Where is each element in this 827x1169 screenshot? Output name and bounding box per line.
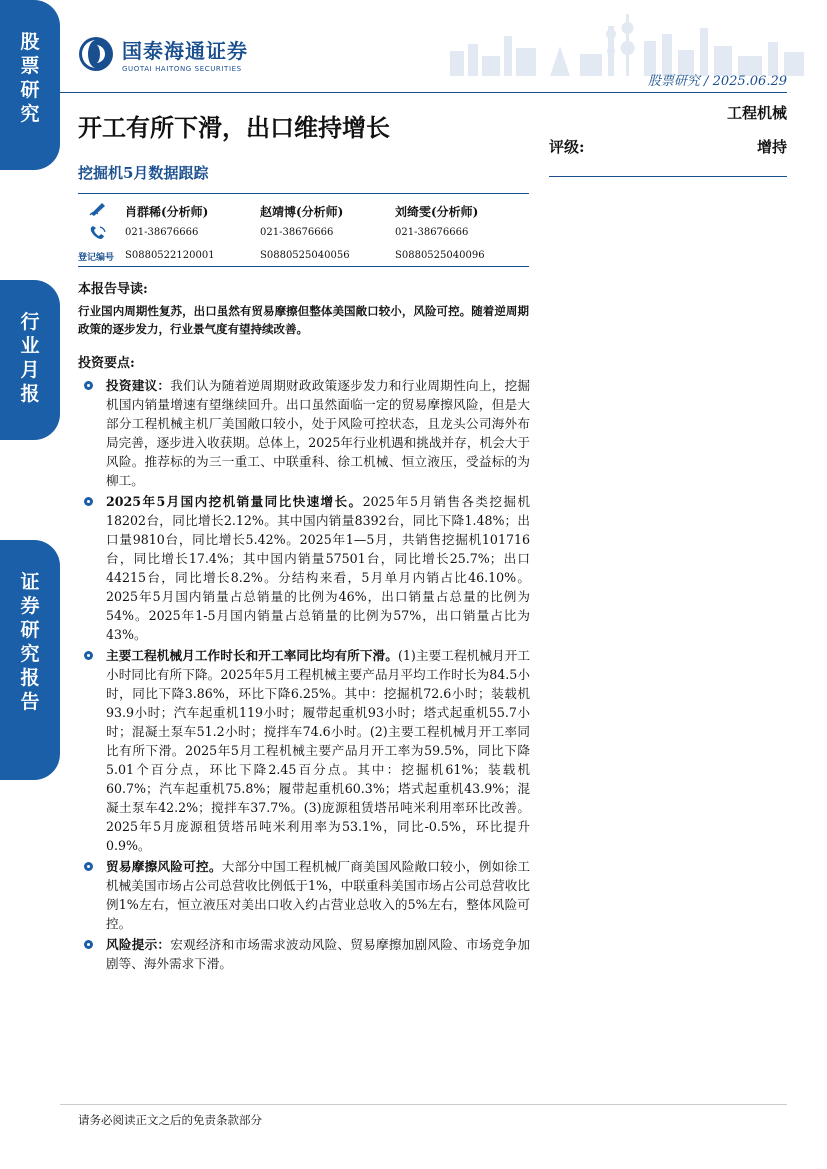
rating-value: 增持 <box>756 138 787 156</box>
investment-points <box>78 376 530 973</box>
analyst-name: 赵靖博(分析师) <box>260 205 344 219</box>
sidebar-block-securities-report <box>0 540 60 780</box>
sidebar-block-stock-research <box>0 0 60 170</box>
footer-divider <box>60 1104 787 1105</box>
report-title: 开工有所下滑，出口维持增长 <box>78 113 390 142</box>
analyst-name: 肖群稀(分析师) <box>125 205 209 219</box>
company-logo <box>78 35 248 73</box>
point-body: 我们认为随着逆周期财政政策逐步发力和行业周期性向上，挖掘机国内销量增速有望继续回升。出口虽然面临一定的贸易摩擦风险，但是大部分工程机械主机厂美国敞口较小，处于风险可控状态，且龙头公司海外布局完善，逐步进入收获期。总体上，2025年行业机遇和挑战并存，机会大于风险。推荐标的为三一重工、中联重科、徐工机械、恒立液压，受益标的为柳工。 <box>106 378 531 488</box>
report-date: 股票研究 / 2025.06.29 <box>647 74 787 89</box>
point-lead: 投资建议： <box>106 378 171 393</box>
list-item <box>78 492 530 644</box>
point-body: 2025年5月销售各类挖掘机18202台，同比增长2.12%。其中国内销量8392台，同比下降1.48%；出口量9810台，同比增长5.42%。2025年1—5月，共销售挖掘机101716台，同比增长17.4%；其中国内销量57501台，同比增长25.7%；出口44215台，同比增长8.2%。分结构来看，5月单月内销占比46.10%。2025年5月国内销量占总销量的比例为46%，出口销量占总量的比例为54%。2025年1-5月国内销量占总销量的比例为57%，出口销量占比为43%。 <box>106 494 530 642</box>
report-subtitle: 挖掘机5月数据跟踪 <box>78 164 209 182</box>
list-item <box>78 857 530 933</box>
logo-mark-icon <box>78 36 114 72</box>
point-body: 宏观经济和市场需求波动风险、贸易摩擦加剧风险、市场竞争加剧等、海外需求下滑。 <box>106 937 531 971</box>
analyst-reg: S0880525040056 <box>260 250 350 261</box>
list-item <box>78 376 530 490</box>
bullet-icon <box>84 497 93 506</box>
bullet-icon <box>84 381 93 390</box>
sidebar <box>0 0 60 1169</box>
analyst-divider-top <box>78 193 529 194</box>
logo-text-cn: 国泰海通证券 <box>122 39 248 63</box>
header-divider <box>60 92 787 93</box>
bullet-icon <box>84 862 93 871</box>
bullet-icon <box>84 651 93 660</box>
analyst-reg: S0880522120001 <box>125 250 215 261</box>
rating-label: 评级: <box>549 138 585 156</box>
city-skyline-icon <box>440 6 820 76</box>
point-lead: 贸易摩擦风险可控。 <box>106 859 222 874</box>
point-body: (1)主要工程机械月开工小时同比有所下降。2025年5月工程机械主要产品月平均工作时长为84.5小时，同比下降3.86%，环比下降6.25%。其中：挖掘机72.6小时；装载机93.9小时；汽车起重机119小时；履带起重机93小时；塔式起重机55.7小时；混凝土泵车51.2小时；搅拌车74.6小时。(2)主要工程机械月开工率同比有所下滑。2025年5月工程机械主要产品月开工率为59.5%，同比下降5.01个百分点，环比下降2.45百分点。其中：挖掘机61%；装载机60.7%；汽车起重机75.8%；履带起重机60.3%；塔式起重机43.9%；混凝土泵车42.2%；搅拌车37.7%。(3)庞源租赁塔吊吨米利用率环比改善。2025年5月庞源租赁塔吊吨米利用率为53.1%，同比-0.5%，环比提升0.9%。 <box>106 648 531 853</box>
bullet-icon <box>84 940 93 949</box>
analyst-divider-bottom <box>78 266 529 267</box>
list-item <box>78 646 530 855</box>
sidebar-label: 行业月报 <box>20 311 40 405</box>
analyst-name: 刘绮雯(分析师) <box>395 205 479 219</box>
pen-icon <box>88 200 108 216</box>
sidebar-block-industry-monthly <box>0 280 60 440</box>
analyst-phone: 021-38676666 <box>260 227 334 238</box>
analyst-reg: S0880525040096 <box>395 250 485 261</box>
rating-divider <box>549 176 787 177</box>
point-body: 大部分中国工程机械厂商美国风险敞口较小，例如徐工机械美国市场占公司总营收比例低于1%，中联重科美国市场占公司总营收比例1%左右，恒立液压对美出口收入约占营业总收入的5%左右，整体风险可控。 <box>106 859 531 931</box>
sidebar-label: 股票研究 <box>20 31 40 125</box>
guide-heading: 本报告导读: <box>78 282 148 297</box>
industry-label: 工程机械 <box>726 104 787 122</box>
sidebar-label: 证券研究报告 <box>20 571 40 713</box>
point-lead: 风险提示： <box>106 937 171 952</box>
analyst-phone: 021-38676666 <box>395 227 469 238</box>
point-lead: 2025年5月国内挖机销量同比快速增长。 <box>106 494 363 509</box>
list-item <box>78 935 530 973</box>
phone-icon <box>88 224 108 240</box>
logo-text-en: GUOTAI HAITONG SECURITIES <box>122 65 242 73</box>
point-lead: 主要工程机械月工作时长和开工率同比均有所下滑。 <box>106 648 398 663</box>
guide-text: 行业国内周期性复苏，出口虽然有贸易摩擦但整体美国敞口较小，风险可控。随着逆周期政策的逐步发力，行业景气度有望持续改善。 <box>78 304 529 336</box>
analyst-phone: 021-38676666 <box>125 227 199 238</box>
registration-label: 登记编号 <box>78 253 115 263</box>
points-heading: 投资要点: <box>78 356 135 371</box>
footer-disclaimer: 请务必阅读正文之后的免责条款部分 <box>78 1113 262 1127</box>
